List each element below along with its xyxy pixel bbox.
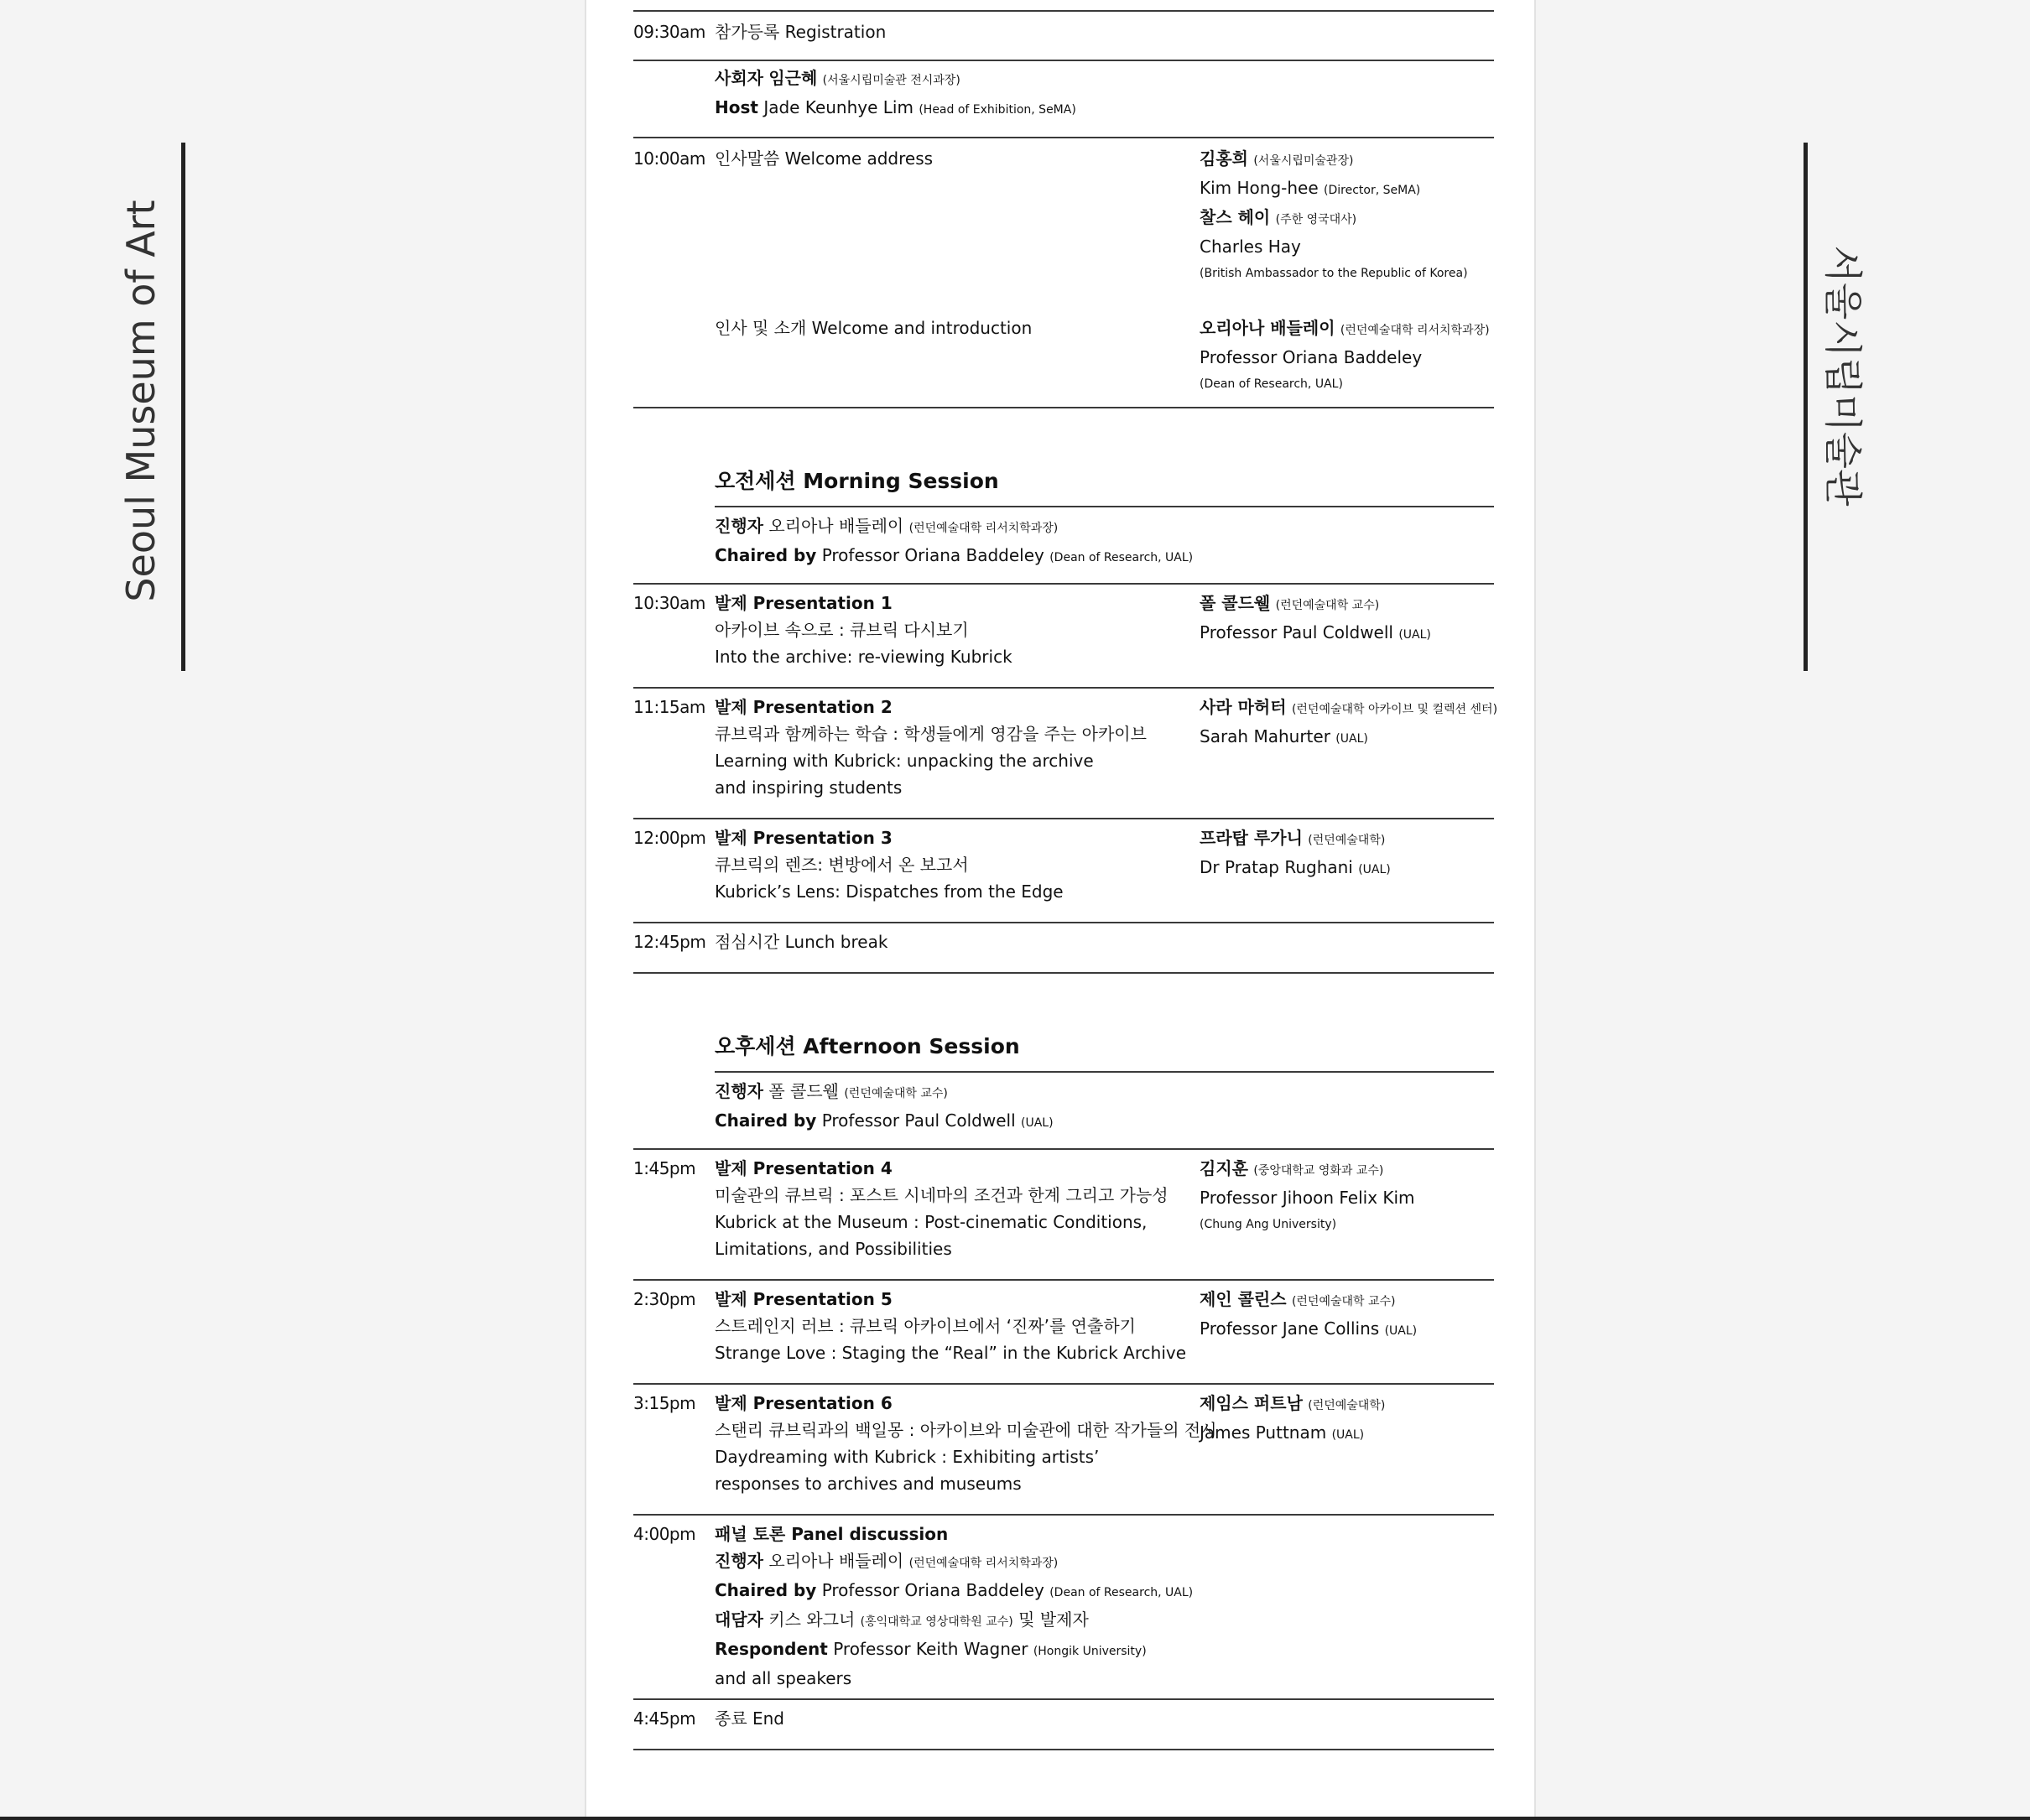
schedule-row-registration (633, 12, 1494, 60)
panel-label: 패널 토론 Panel discussion (715, 1524, 949, 1544)
time-label: 4:00pm (633, 1524, 696, 1544)
time-label: 2:30pm (633, 1289, 696, 1309)
schedule-row-introduction (633, 287, 1494, 407)
program-schedule (633, 0, 1498, 1750)
time-label: 3:15pm (633, 1393, 696, 1413)
time-label: 12:00pm (633, 828, 706, 848)
morning-chair-row: 진행자 오리아나 배들레이 (런던예술대학 리서치학과장) Chaired by Professor Oriana Baddeley (Dean of Research, UAL) (715, 516, 1194, 565)
schedule-row-presentation-6: 3:15pm 발제 Presentation 6 스탠리 큐브릭과의 백일몽 : 아카이브와 미술관에 대한 작가들의 전시 Daydreaming with Kubrick : Exhibiting artists’ responses to archives and museums 제임스 퍼트남 (런던예술대학) James Puttnam (UAL) (633, 1385, 1494, 1514)
afternoon-session-title: 오후세션 Afternoon Session (715, 1034, 1020, 1058)
schedule-row-presentation-4: 1:45pm 발제 Presentation 4 미술관의 큐브릭 : 포스트 시네마의 조건과 한계 그리고 가능성 Kubrick at the Museum : Post-cinematic Conditions, Limitations, and Possibilities 김지훈 (중앙대학교 영화과 교수) Professor Jihoon Felix Kim (Chung Ang University) (633, 1150, 1494, 1279)
introduction-label: 인사 및 소개 Welcome and introduction (715, 318, 1033, 338)
host-kr-line: 사회자 임근혜 (서울시립미술관 전시과장) (715, 68, 960, 88)
schedule-row-panel: 4:00pm 패널 토론 Panel discussion 진행자 오리아나 배들레이 (런던예술대학 리서치학과장) Chaired by Professor Oriana Baddeley (Dean of Research, UAL) 대담자 키스 와그너 (홍익대학교 영상대학원 교수) 및 발제자 Respondent Professor Keith Wagner (Hongik University) and all speakers (633, 1516, 1494, 1698)
welcome-speakers: 김홍희 (서울시립미술관장) Kim Hong-hee (Director, SeMA) 찰스 헤이 (주한 영국대사) Charles Hay (British Ambassador to the Republic of Korea) (1200, 148, 1468, 280)
schedule-row-presentation-5: 2:30pm 발제 Presentation 5 스트레인지 러브 : 큐브릭 아카이브에서 ‘진짜’를 연출하기 Strange Love : Staging the “Real” in the Kubrick Archive 제인 콜린스 (런던예술대학 교수) Professor Jane Collins (UAL) (633, 1281, 1494, 1383)
introduction-speaker: 오리아나 배들레이 (런던예술대학 리서치학과장) Professor Oriana Baddeley (Dean of Research, UAL) (1200, 318, 1490, 391)
schedule-row-presentation-1: 10:30am 발제 Presentation 1 아카이브 속으로 : 큐브릭 다시보기 Into the archive: re-viewing Kubrick 폴 콜드웰 (런던예술대학 교수) Professor Paul Coldwell (UAL) (633, 585, 1494, 687)
welcome-address-label: 인사말씀 Welcome address (715, 148, 934, 169)
left-side-rule (181, 143, 185, 671)
divider (633, 1749, 1494, 1750)
morning-session-header (633, 408, 1494, 506)
host-row (633, 61, 1494, 137)
schedule-row-lunch (633, 923, 1494, 972)
schedule-row-presentation-2: 11:15am 발제 Presentation 2 큐브릭과 함께하는 학습 : 학생들에게 영감을 주는 아카이브 Learning with Kubrick: unpacking the archive and inspiring students 사라 마허터 (런던예술대학 아카이브 및 컬렉션 센터) Sarah Mahurter (UAL) (633, 689, 1494, 818)
time-label: 1:45pm (633, 1158, 696, 1178)
schedule-row-presentation-3: 12:00pm 발제 Presentation 3 큐브릭의 렌즈: 변방에서 온 보고서 Kubrick’s Lens: Dispatches from the Edge 프라탑 루가니 (런던예술대학) Dr Pratap Rughani (UAL) (633, 819, 1494, 922)
right-side-rule (1804, 143, 1808, 671)
schedule-row-end (633, 1700, 1494, 1749)
afternoon-chair-row: 진행자 폴 콜드웰 (런던예술대학 교수) Chaired by Professor Paul Coldwell (UAL) (715, 1081, 1054, 1131)
lunch-label: 점심시간 Lunch break (715, 932, 888, 952)
time-label: 09:30am (633, 22, 705, 42)
time-label: 12:45pm (633, 932, 706, 952)
time-label: 10:00am (633, 148, 705, 169)
afternoon-session-header (633, 974, 1494, 1071)
time-label: 4:45pm (633, 1708, 696, 1729)
side-label-right: 서울시립미술관 (1820, 245, 1866, 507)
morning-session-title: 오전세션 Morning Session (715, 469, 999, 493)
host-en-line: Host Jade Keunhye Lim (Head of Exhibition, SeMA) (715, 97, 1076, 117)
schedule-row-welcome (633, 138, 1494, 287)
side-label-left: Seoul Museum of Art (118, 200, 164, 602)
time-label: 10:30am (633, 593, 705, 613)
time-label: 11:15am (633, 697, 705, 717)
end-label: 종료 End (715, 1708, 785, 1729)
bottom-border (0, 1817, 2030, 1820)
registration-label: 참가등록 Registration (715, 22, 887, 42)
